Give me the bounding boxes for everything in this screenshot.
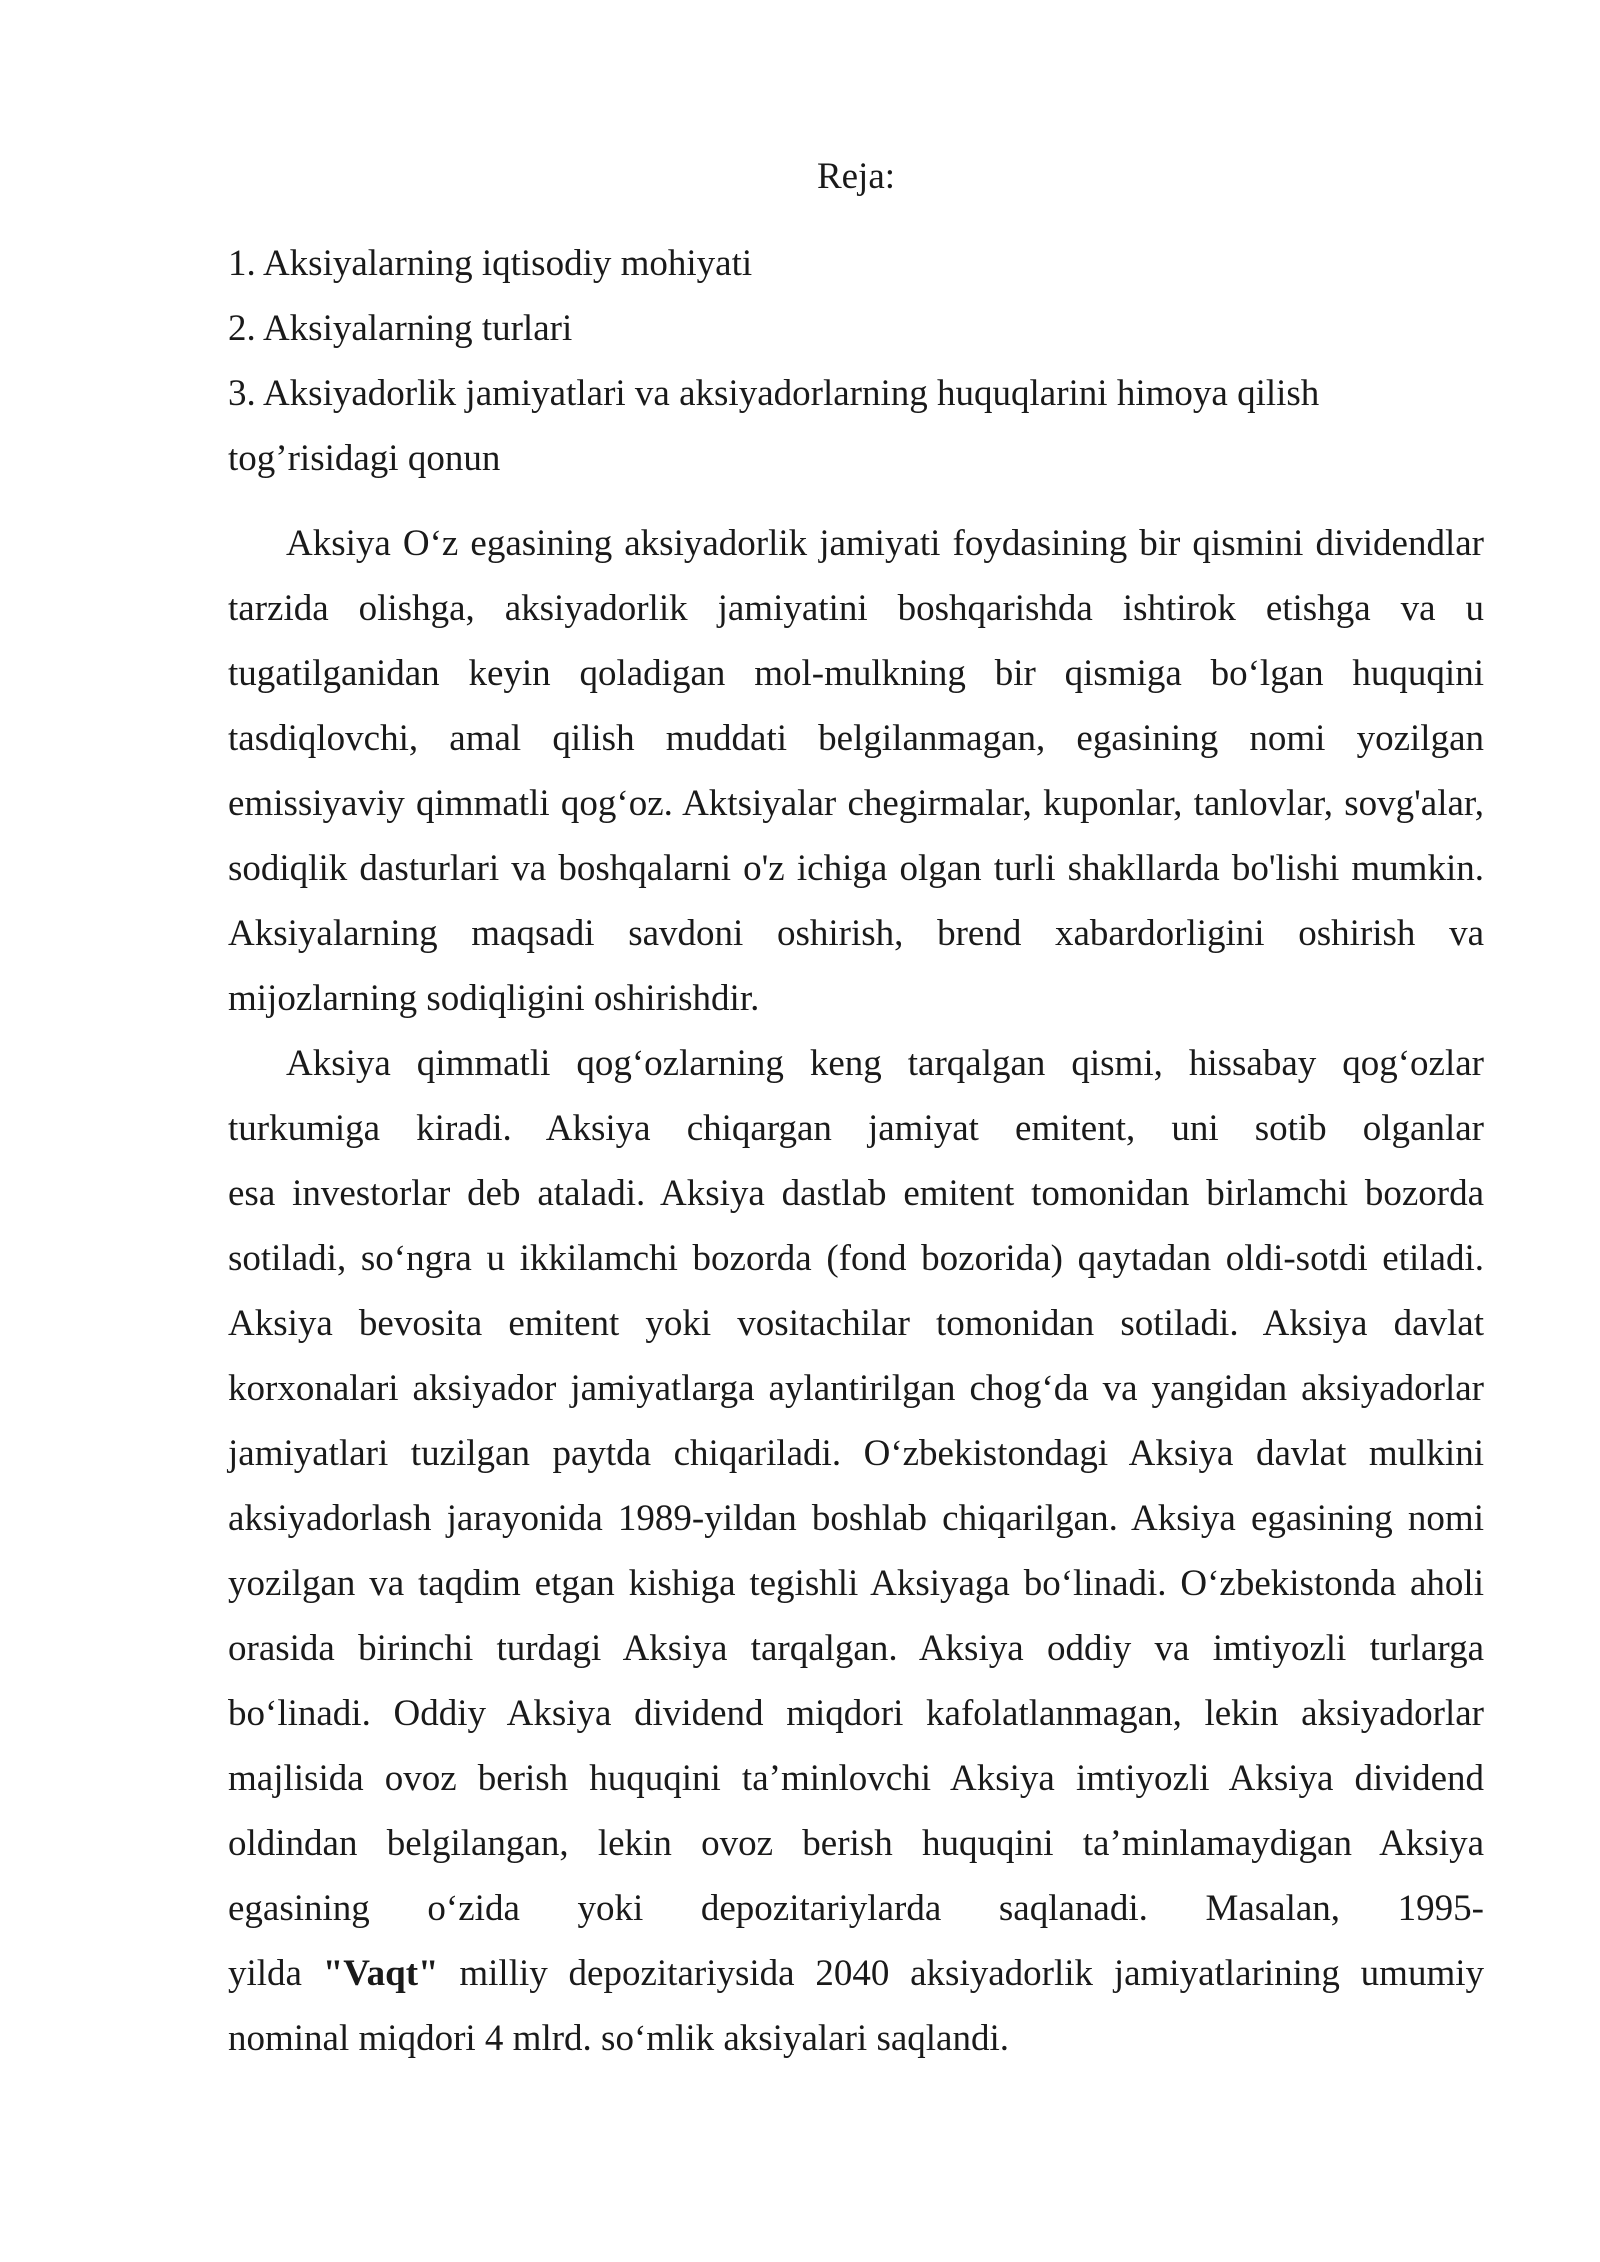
line-text: Aksiyalarning maqsadi savdoni oshirish, brend xabardorligini oshirish va (228, 913, 1484, 954)
line-text: turkumiga kiradi. Aksiya chiqargan jamiyat emitent, uni sotib olganlar (228, 1108, 1484, 1149)
paragraph-line (228, 511, 1484, 576)
paragraph-line (228, 1811, 1484, 1876)
line-text: orasida birinchi turdagi Aksiya tarqalgan. Aksiya oddiy va imtiyozli turlarga (228, 1628, 1484, 1669)
line-text: emissiyaviy qimmatli qog‘oz. Aktsiyalar chegirmalar, kuponlar, tanlovlar, sovg'alar, (228, 783, 1484, 824)
plan-title: Reja: (816, 156, 896, 197)
paragraph-line (228, 1486, 1484, 1551)
paragraph-line (228, 1291, 1484, 1356)
plan-item-line: tog’risidagi qonun (228, 438, 501, 479)
line-text: tugatilganidan keyin qoladigan mol-mulkning bir qismiga bo‘lgan huquqini (228, 653, 1484, 694)
line-text: mijozlarning sodiqligini oshirishdir. (228, 978, 760, 1019)
line-text: esa investorlar deb ataladi. Aksiya dastlab emitent tomonidan birlamchi bozorda (228, 1173, 1484, 1214)
paragraph-line (228, 1421, 1484, 1486)
paragraph-line (228, 966, 1484, 1031)
paragraph-line (228, 1356, 1484, 1421)
paragraph-line (228, 576, 1484, 641)
paragraphs (228, 511, 1484, 2071)
line-text: bo‘linadi. Oddiy Aksiya dividend miqdori kafolatlanmagan, lekin aksiyadorlar (228, 1693, 1484, 1734)
line-text: tarzida olishga, aksiyadorlik jamiyatini boshqarishda ishtirok etishga va u (228, 588, 1484, 629)
paragraph (228, 1031, 1484, 2071)
line-text: egasining o‘zida yoki depozitariylarda saqlanadi. Masalan, 1995- (228, 1888, 1484, 1929)
paragraph-line (228, 1161, 1484, 1226)
line-text: majlisida ovoz berish huquqini ta’minlovchi Aksiya imtiyozli Aksiya dividend (228, 1758, 1484, 1799)
line-text: sotiladi, so‘ngra u ikkilamchi bozorda (fond bozorida) qaytadan oldi-sotdi etiladi. (228, 1238, 1484, 1279)
paragraph-line (228, 1551, 1484, 1616)
line-text: Aksiya bevosita emitent yoki vositachilar tomonidan sotiladi. Aksiya davlat (228, 1303, 1484, 1344)
plan-item-line: 1. Aksiyalarning iqtisodiy mohiyati (228, 243, 753, 284)
plan-item (228, 231, 1484, 296)
paragraph-line (228, 1031, 1484, 1096)
line-text: korxonalari aksiyador jamiyatlarga aylantirilgan chog‘da va yangidan aksiyadorlar (228, 1368, 1484, 1409)
paragraph-line (228, 706, 1484, 771)
paragraph-line (228, 1941, 1484, 2006)
document-body (228, 144, 1484, 2071)
paragraph-line (228, 1096, 1484, 1161)
paragraph-line (228, 641, 1484, 706)
paragraph-line (228, 1616, 1484, 1681)
line-text: yilda (228, 1953, 323, 1994)
paragraph-line (228, 1681, 1484, 1746)
line-text: Aksiya O‘z egasining aksiyadorlik jamiyati foydasining bir qismini dividendlar (286, 523, 1484, 564)
line-text: jamiyatlari tuzilgan paytda chiqariladi. O‘zbekistondagi Aksiya davlat mulkini (228, 1433, 1484, 1474)
plan-list (228, 231, 1484, 491)
line-text: Aksiya qimmatli qog‘ozlarning keng tarqalgan qismi, hissabay qog‘ozlar (286, 1043, 1484, 1084)
paragraph-line (228, 771, 1484, 836)
line-text: milliy depozitariysida 2040 aksiyadorlik jamiyatlarining umumiy (438, 1953, 1484, 1994)
plan-item (228, 361, 1484, 491)
paragraph-line (228, 1226, 1484, 1291)
paragraph-line (228, 2006, 1484, 2071)
line-text: tasdiqlovchi, amal qilish muddati belgilanmagan, egasining nomi yozilgan (228, 718, 1484, 759)
paragraph-line (228, 1876, 1484, 1941)
plan-item-line: 3. Aksiyadorlik jamiyatlari va aksiyadorlarning huquqlarini himoya qilish (228, 373, 1320, 414)
bold-text: "Vaqt" (322, 1953, 439, 1994)
line-text: nominal miqdori 4 mlrd. so‘mlik aksiyalari saqlandi. (228, 2018, 1009, 2059)
plan-item-line: 2. Aksiyalarning turlari (228, 308, 573, 349)
line-text: aksiyadorlash jarayonida 1989-yildan boshlab chiqarilgan. Aksiya egasining nomi (228, 1498, 1484, 1539)
line-text: yozilgan va taqdim etgan kishiga tegishli Aksiyaga bo‘linadi. O‘zbekistonda aholi (228, 1563, 1484, 1604)
paragraph-line (228, 901, 1484, 966)
plan-item (228, 296, 1484, 361)
paragraph-line (228, 1746, 1484, 1811)
line-text: sodiqlik dasturlari va boshqalarni o'z ichiga olgan turli shakllarda bo'lishi mumkin. (228, 848, 1484, 889)
paragraph (228, 511, 1484, 1031)
paragraph-line (228, 836, 1484, 901)
line-text: oldindan belgilangan, lekin ovoz berish huquqini ta’minlamaydigan Aksiya (228, 1823, 1484, 1864)
